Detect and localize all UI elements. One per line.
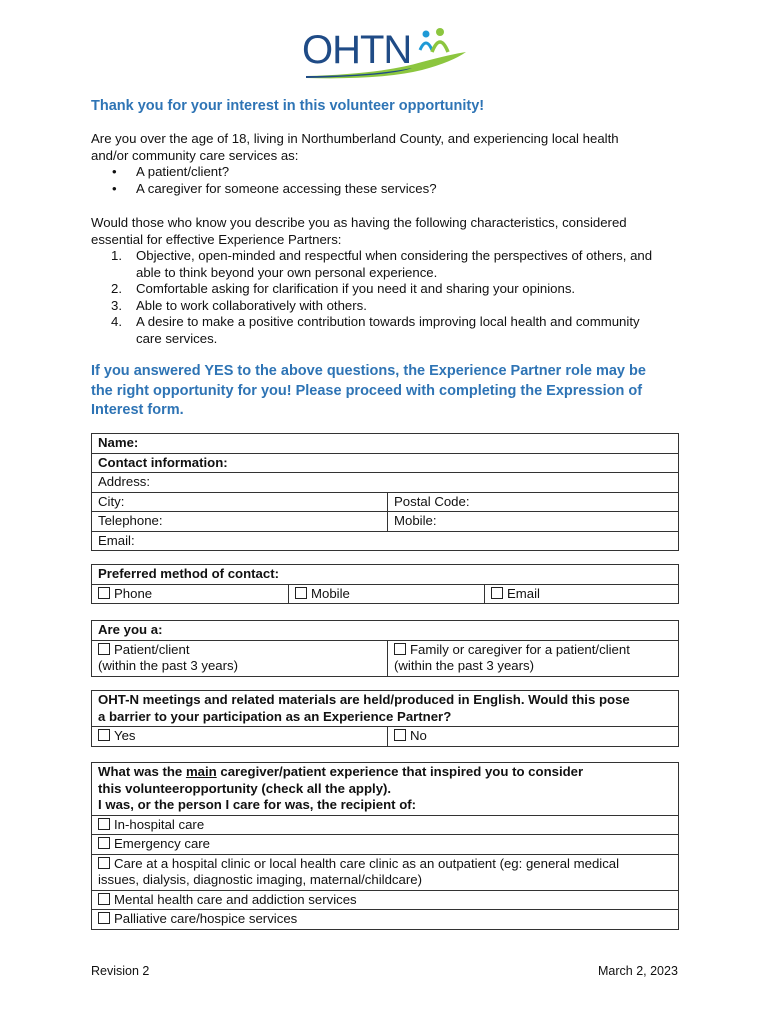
checkbox-icon [394, 643, 406, 655]
option-label: issues, dialysis, diagnostic imaging, maternal/childcare) [98, 872, 422, 887]
footer-revision: Revision 2 [91, 964, 150, 978]
question-emphasis: main [185, 764, 217, 779]
palliative-care-checkbox[interactable] [92, 910, 678, 929]
footer-date: March 2, 2023 [598, 964, 678, 978]
name-field[interactable]: Name: [98, 435, 139, 450]
phone-option-checkbox[interactable] [92, 585, 288, 604]
are-you-title: Are you a: [98, 622, 163, 637]
list-item [111, 281, 686, 298]
option-label: Mobile [311, 585, 350, 601]
checkbox-icon [98, 729, 110, 741]
logo-text: OHTN [302, 28, 412, 72]
in-hospital-care-checkbox[interactable] [92, 816, 678, 835]
characteristics-line: essential for effective Experience Partners: [91, 231, 342, 247]
list-text-line: Able to work collaboratively with others. [136, 297, 367, 313]
list-number: 1. [111, 248, 122, 263]
option-label: Patient/client [114, 641, 190, 657]
option-label: Family or caregiver for a patient/client [410, 641, 630, 657]
list-text [136, 248, 652, 281]
checkbox-icon [98, 893, 110, 905]
question-text: caregiver/patient experience that inspired you to consider [216, 764, 584, 779]
checkbox-icon [98, 643, 110, 655]
question-text: What was the [98, 764, 186, 779]
checkbox-icon [98, 818, 110, 830]
mobile-option-checkbox[interactable] [288, 585, 484, 604]
bullet-icon: • [112, 164, 117, 179]
list-number: 3. [111, 297, 122, 313]
outpatient-care-checkbox[interactable] [92, 855, 678, 890]
bullet-text: A caregiver for someone accessing these services? [136, 180, 437, 196]
characteristics-list [111, 248, 686, 347]
option-label: No [410, 728, 427, 743]
postal-code-field[interactable]: Postal Code: [387, 493, 678, 512]
checkbox-icon [295, 587, 307, 599]
list-text-line: A desire to make a positive contribution towards improving local health and community [136, 314, 640, 329]
question-line: a barrier to your participation as an Experience Partner? [98, 708, 452, 724]
option-note: (within the past 3 years) [394, 658, 534, 673]
email-option-checkbox[interactable] [484, 585, 678, 604]
list-text-line: able to think beyond your own personal experience. [136, 264, 438, 280]
checkbox-icon [394, 729, 406, 741]
thank-you-heading: Thank you for your interest in this volunteer opportunity! [91, 98, 485, 114]
mobile-field[interactable]: Mobile: [387, 512, 678, 531]
list-text-line: Comfortable asking for clarification if you need it and sharing your opinions. [136, 281, 576, 296]
list-text-line: Objective, open-minded and respectful when considering the perspectives of others, and [136, 248, 653, 263]
contact-table [91, 433, 679, 551]
intro-bullets [112, 164, 437, 197]
preferred-contact-title: Preferred method of contact: [98, 566, 279, 581]
patient-client-checkbox[interactable] [92, 641, 387, 676]
option-label: Care at a hospital clinic or local health care clinic as an outpatient (eg: general medical [114, 855, 620, 871]
checkbox-icon [98, 912, 110, 924]
option-label: Palliative care/hospice services [114, 911, 298, 926]
callout-line: the right opportunity for you! Please proceed with completing the Expression of [91, 382, 643, 399]
callout-heading [91, 362, 691, 421]
question-line: OHT-N meetings and related materials are held/produced in English. Would this pose [98, 692, 630, 707]
english-question [92, 691, 678, 726]
characteristics-line: Would those who know you describe you as having the following characteristics, considered [91, 215, 627, 230]
checkbox-icon [98, 837, 110, 849]
contact-info-label: Contact information: [98, 454, 228, 470]
address-field[interactable]: Address: [98, 474, 151, 489]
caregiver-checkbox[interactable] [387, 641, 678, 676]
option-label: Mental health care and addiction services [114, 891, 357, 907]
experience-question [92, 763, 678, 815]
english-barrier-table [91, 690, 679, 747]
characteristics-paragraph [91, 215, 691, 248]
email-field[interactable]: Email: [98, 532, 135, 548]
list-number: 4. [111, 314, 122, 329]
list-number: 2. [111, 281, 122, 296]
bullet-text: A patient/client? [136, 164, 230, 179]
mental-health-checkbox[interactable] [92, 891, 678, 910]
yes-checkbox[interactable] [92, 727, 387, 746]
question-line: I was, or the person I care for was, the recipient of: [98, 797, 417, 812]
callout-line: Interest form. [91, 402, 184, 418]
bullet-icon: • [112, 180, 117, 196]
checkbox-icon [98, 587, 110, 599]
option-label: In-hospital care [114, 816, 205, 832]
experience-table [91, 762, 679, 930]
list-text-line: care services. [136, 330, 218, 346]
telephone-field[interactable]: Telephone: [98, 513, 163, 528]
question-line: this volunteeropportunity (check all the apply). [98, 780, 392, 796]
option-label: Yes [114, 728, 136, 743]
emergency-care-checkbox[interactable] [92, 835, 678, 854]
are-you-table [91, 620, 679, 677]
city-field[interactable]: City: [98, 493, 125, 509]
list-item [112, 164, 437, 181]
intro-line: and/or community care services as: [91, 147, 299, 163]
list-item [111, 298, 686, 315]
preferred-contact-table [91, 564, 679, 604]
no-checkbox[interactable] [387, 727, 678, 746]
checkbox-icon [98, 857, 110, 869]
option-label: Email [507, 585, 540, 601]
intro-line: Are you over the age of 18, living in Northumberland County, and experiencing local health [91, 131, 619, 146]
logo-figures-icon [302, 22, 468, 82]
option-label: Phone [114, 585, 153, 601]
option-note: (within the past 3 years) [98, 658, 238, 673]
list-item [111, 314, 686, 347]
list-text [136, 314, 640, 347]
option-label: Emergency care [114, 836, 211, 851]
checkbox-icon [491, 587, 503, 599]
intro-paragraph [91, 131, 691, 164]
list-item [112, 181, 437, 198]
ohtn-logo [302, 22, 468, 82]
callout-line: If you answered YES to the above questions, the Experience Partner role may be [91, 363, 646, 379]
list-item [111, 248, 686, 281]
